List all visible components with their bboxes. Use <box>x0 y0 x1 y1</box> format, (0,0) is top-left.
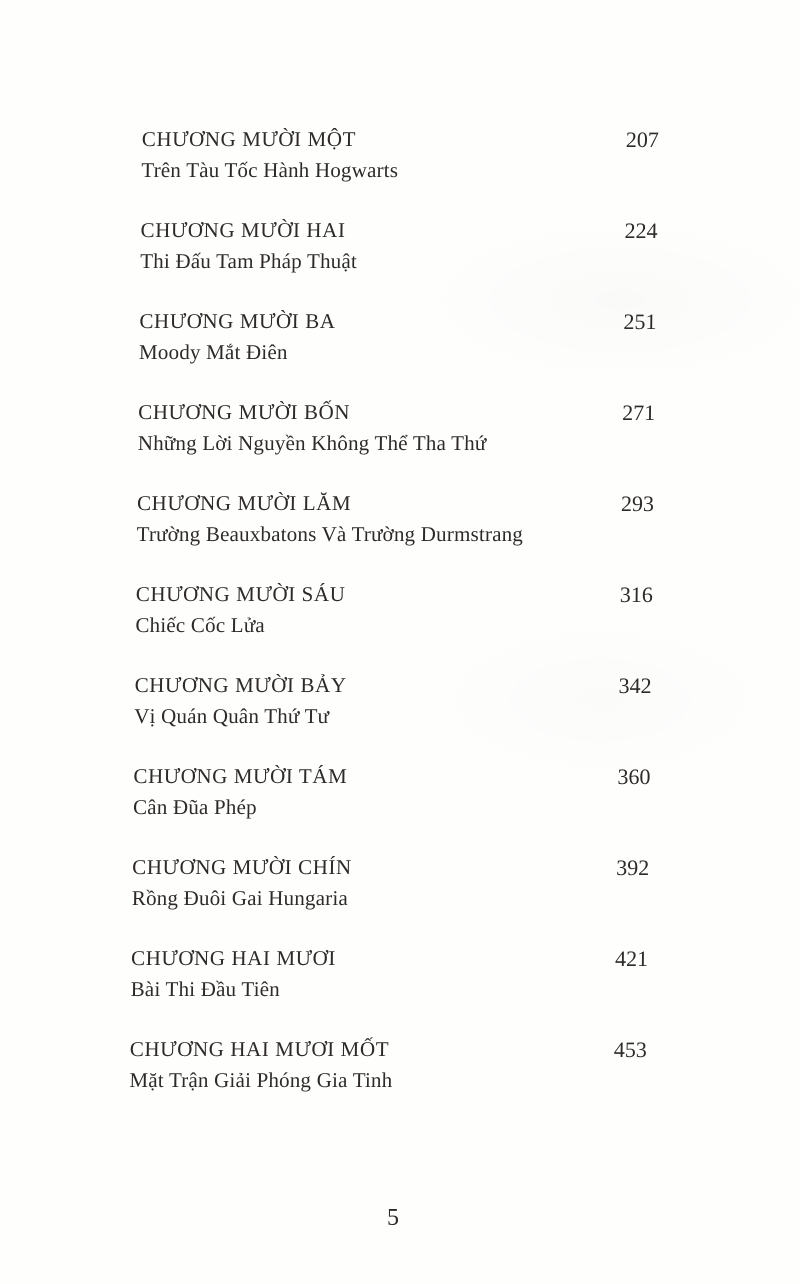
toc-entry <box>138 397 656 459</box>
toc-entry-text <box>139 306 336 368</box>
toc-entry <box>132 852 650 914</box>
toc-entry-text <box>140 215 358 277</box>
chapter-title: Mặt Trận Giải Phóng Gia Tinh <box>129 1068 393 1092</box>
chapter-title: Rồng Đuôi Gai Hungaria <box>131 886 349 910</box>
table-of-contents <box>129 124 659 1125</box>
toc-entry-text <box>132 852 352 914</box>
toc-entry <box>140 215 658 277</box>
chapter-heading: CHƯƠNG HAI MƯƠI MỐT <box>129 1037 390 1061</box>
toc-entry-text <box>133 761 348 823</box>
chapter-page-number: 207 <box>625 127 659 152</box>
chapter-page-number: 421 <box>614 946 649 971</box>
chapter-title: Chiếc Cốc Lửa <box>135 613 266 637</box>
chapter-title: Trên Tàu Tốc Hành Hogwarts <box>141 158 399 182</box>
toc-entry <box>136 488 654 550</box>
chapter-heading: CHƯƠNG MƯỜI MỘT <box>141 127 357 151</box>
toc-entry-text <box>141 124 399 186</box>
chapter-page-number: 392 <box>616 855 650 880</box>
chapter-title: Thi Đấu Tam Pháp Thuật <box>140 249 358 273</box>
chapter-page-number: 342 <box>618 673 652 698</box>
toc-entry <box>129 1034 647 1096</box>
chapter-page-number: 224 <box>624 218 658 243</box>
chapter-heading: CHƯƠNG MƯỜI BỐN <box>138 400 351 424</box>
toc-entry <box>133 761 651 823</box>
toc-entry-text <box>130 943 336 1005</box>
chapter-page-number: 271 <box>622 400 656 425</box>
chapter-title: Những Lời Nguyền Không Thể Tha Thứ <box>137 431 487 455</box>
toc-entry <box>134 670 652 732</box>
chapter-title: Moody Mắt Điên <box>138 340 288 364</box>
chapter-heading: CHƯƠNG MƯỜI CHÍN <box>132 855 352 879</box>
chapter-page-number: 251 <box>623 309 657 334</box>
chapter-heading: CHƯƠNG MƯỜI SÁU <box>135 582 346 606</box>
chapter-heading: CHƯƠNG MƯỜI HAI <box>140 218 346 242</box>
chapter-heading: CHƯƠNG HAI MƯƠI <box>130 946 337 970</box>
toc-entry <box>141 124 659 186</box>
toc-entry <box>130 943 648 1005</box>
chapter-title: Cân Đũa Phép <box>132 795 257 819</box>
toc-entry-text <box>134 670 347 732</box>
toc-entry-text <box>135 579 345 641</box>
chapter-page-number: 293 <box>620 491 655 516</box>
toc-entry-text <box>138 397 487 459</box>
toc-entry <box>139 306 657 368</box>
chapter-heading: CHƯƠNG MƯỜI BA <box>139 309 336 333</box>
chapter-page-number: 453 <box>613 1037 648 1062</box>
chapter-heading: CHƯƠNG MƯỜI LĂM <box>136 491 352 515</box>
page-number-footer: 5 <box>387 1205 399 1231</box>
toc-entry-text <box>129 1034 393 1096</box>
chapter-title: Bài Thi Đầu Tiên <box>130 977 281 1001</box>
chapter-title: Vị Quán Quân Thứ Tư <box>134 704 330 728</box>
toc-entry <box>135 579 653 641</box>
chapter-title: Trường Beauxbatons Và Trường Durmstrang <box>136 522 524 546</box>
chapter-page-number: 360 <box>617 764 651 789</box>
chapter-heading: CHƯƠNG MƯỜI BẢY <box>134 673 347 697</box>
chapter-heading: CHƯƠNG MƯỜI TÁM <box>133 764 348 788</box>
toc-entry-text <box>136 488 523 550</box>
chapter-page-number: 316 <box>619 582 654 607</box>
